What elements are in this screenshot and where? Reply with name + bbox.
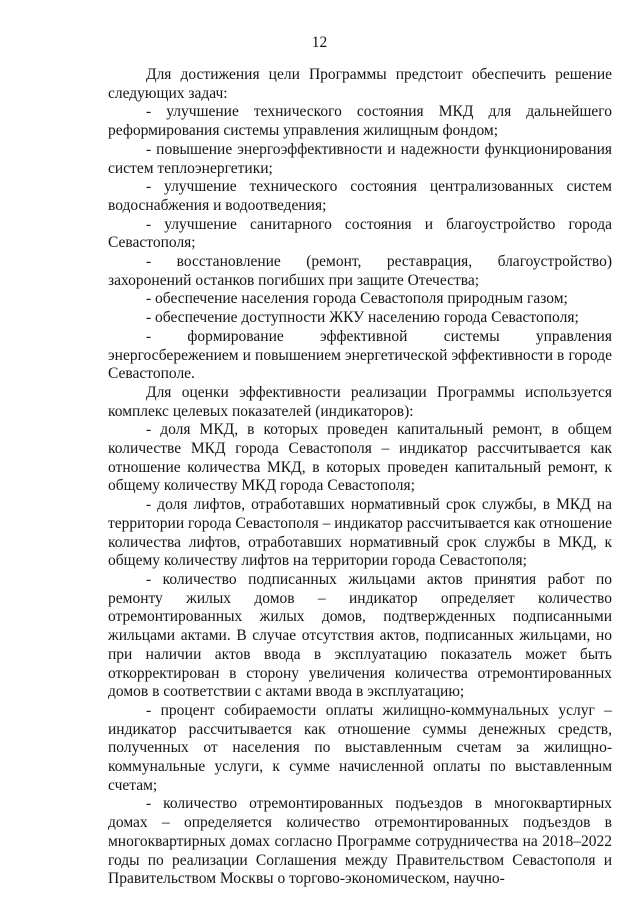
- document-body: [108, 66, 612, 889]
- indicator-elevator-share: - доля лифтов, отработавших нормативный срок службы, в МКД на территории города Севастополя – индикатор рассчитывается как отношение количества лифтов, отработавших нормативный срок службы в МКД, к общему количеству лифтов на территории города Севастополя;: [108, 496, 612, 570]
- task-housing-condition: - улучшение технического состояния МКД для дальнейшего реформирования системы управления жилищным фондом;: [108, 103, 612, 140]
- task-gas-supply: - обеспечение населения города Севастополя природным газом;: [146, 290, 568, 308]
- task-memorial-restoration: - восстановление (ремонт, реставрация, благоустройство) захоронений останков погибших при защите Отечества;: [108, 253, 612, 289]
- paragraph-goal-intro: Для достижения цели Программы предстоит обеспечить решение следующих задач:: [108, 66, 612, 102]
- indicator-entrance-repairs: - количество отремонтированных подъездов в многоквартирных домах – определяется количество отремонтированных подъездов в многоквартирных домах согласно Программе сотрудничества на 2018–2022 годы по реализации Соглашения между Правительством Севастополя и Правительством Москвы о торгово-экономическом, научно-: [108, 795, 612, 888]
- task-sanitation-landscaping: - улучшение санитарного состояния и благоустройство города Севастополя;: [108, 215, 612, 252]
- page-number: 12: [311, 34, 328, 51]
- paragraph-indicators-intro: Для оценки эффективности реализации Программы используется комплекс целевых показателей (индикаторов):: [108, 383, 612, 420]
- indicator-signed-acts: - количество подписанных жильцами актов принятия работ по ремонту жилых домов – индикатор определяет количество отремонтированных жилых домов, подтвержденных подписанными жильцами актами. В случае отсутствия актов, подписанных жильцами, но при наличии актов ввода в эксплуатацию показатель может быть откорректирован в сторону увеличения количества отремонтированных домов в соответствии с актами ввода в эксплуатацию;: [108, 570, 612, 701]
- indicator-capital-repair-share: - доля МКД, в которых проведен капитальный ремонт, в общем количестве МКД города Севастополя – индикатор рассчитывается как отношение количества МКД, в которых проведен капитальный ремонт, к общему количеству МКД города Севастополя;: [108, 421, 612, 495]
- task-energy-saving-management: - формирование эффективной системы управления энергосбережением и повышением энергетической эффективности в городе Севастополе.: [108, 327, 612, 383]
- indicator-payment-collection: - процент собираемости оплаты жилищно-коммунальных услуг – индикатор рассчитывается как отношение суммы денежных средств, полученных от населения по выставленным счетам за жилищно-коммунальные услуги, к сумме начисленной оплаты по выставленным счетам;: [108, 701, 612, 794]
- task-heat-energy-efficiency: - повышение энергоэффективности и надежности функционирования систем теплоэнергетики;: [108, 140, 612, 177]
- task-water-systems: - улучшение технического состояния централизованных систем водоснабжения и водоотведения;: [108, 178, 612, 214]
- task-utility-accessibility: - обеспечение доступности ЖКУ населению города Севастополя;: [146, 309, 579, 327]
